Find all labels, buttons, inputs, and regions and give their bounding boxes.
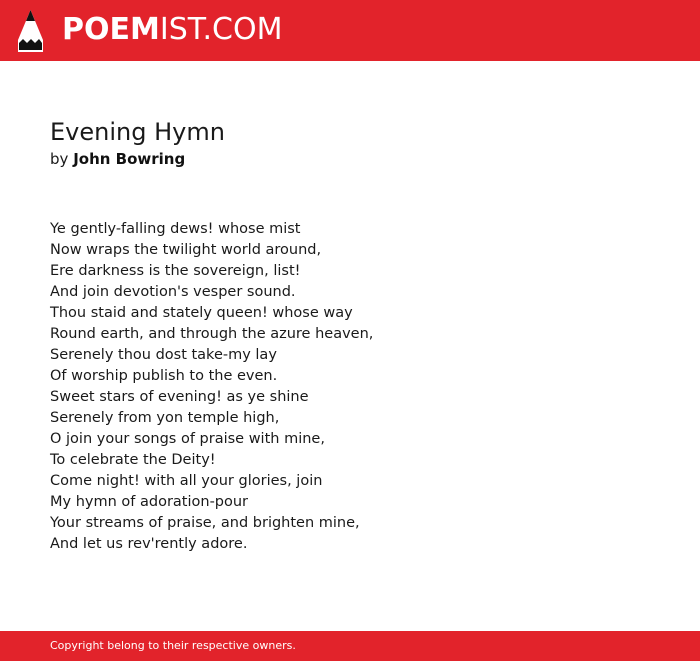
poem-line: And join devotion's vesper sound.	[50, 284, 296, 300]
logo-text-bold: POEM	[62, 12, 160, 47]
site-footer	[0, 631, 700, 661]
poem-byline	[50, 148, 185, 170]
poem-line: And let us rev'rently adore.	[50, 536, 248, 552]
poem-title: Evening Hymn	[50, 118, 225, 146]
poem-line: My hymn of adoration-pour	[50, 494, 249, 510]
pencil-tip-icon[interactable]	[18, 10, 43, 52]
site-logo[interactable]	[62, 12, 282, 48]
poem-line: Come night! with all your glories, join	[50, 473, 323, 489]
poem-line: Now wraps the twilight world around,	[50, 242, 322, 258]
poem-body	[50, 219, 650, 555]
poem-line: Round earth, and through the azure heaven,	[50, 326, 374, 342]
poem-line: To celebrate the Deity!	[50, 452, 216, 468]
poem-line: Serenely from yon temple high,	[50, 410, 280, 426]
author-name[interactable]: John Bowring	[73, 150, 186, 168]
poem-line: O join your songs of praise with mine,	[50, 431, 325, 447]
logo-text-light: IST.COM	[159, 12, 283, 47]
site-header	[0, 0, 700, 61]
poem-line: Ye gently-falling dews! whose mist	[50, 221, 301, 237]
poem-line: Your streams of praise, and brighten mine,	[50, 515, 360, 531]
poem-line: Thou staid and stately queen! whose way	[50, 305, 353, 321]
copyright-notice: Copyright belong to their respective owners.	[50, 639, 296, 652]
by-label: by	[50, 150, 69, 168]
poem-line: Of worship publish to the even.	[50, 368, 278, 384]
poem-line: Sweet stars of evening! as ye shine	[50, 389, 309, 405]
poem-line: Serenely thou dost take-my lay	[50, 347, 277, 363]
poem-line: Ere darkness is the sovereign, list!	[50, 263, 301, 279]
